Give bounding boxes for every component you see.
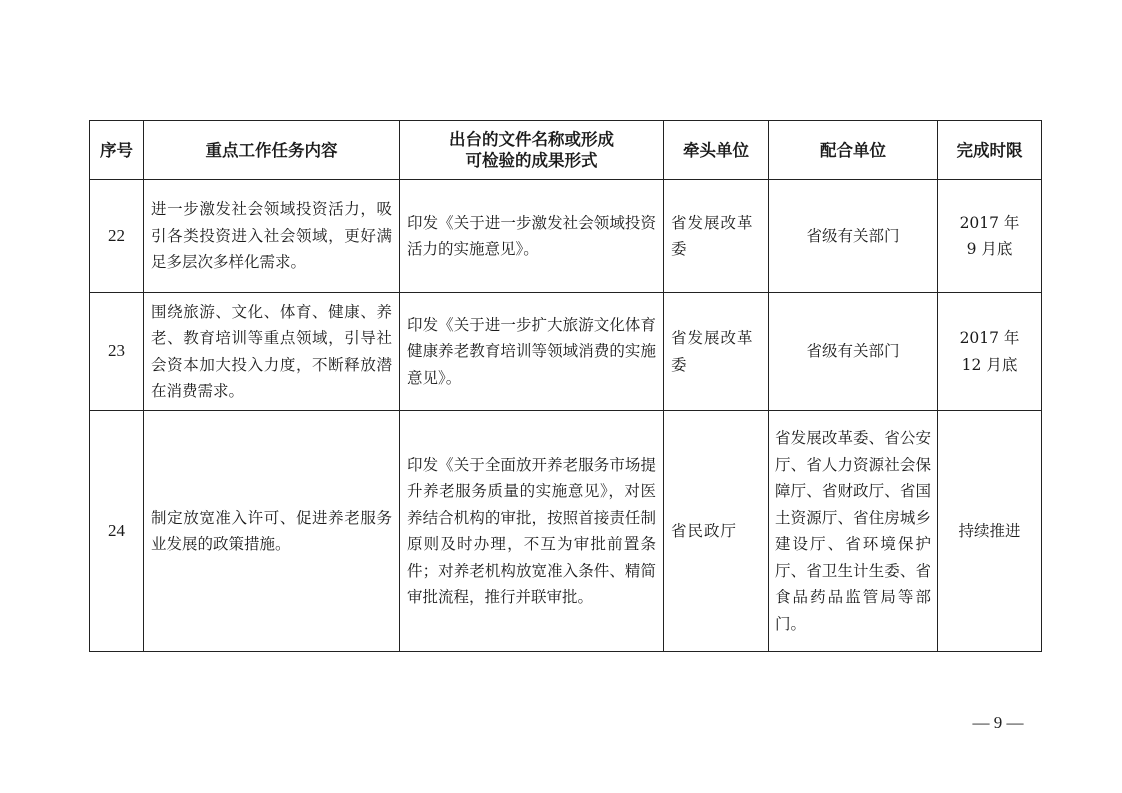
row-coop: 省发展改革委、省公安厅、省人力资源社会保障厅、省财政厅、省国土资源厅、省住房城乡建设厅、省环境保护厅、省卫生计生委、省食品药品监管局等部门。 — [769, 411, 938, 652]
table-row — [90, 180, 1042, 293]
table-header-row — [90, 121, 1042, 180]
row-output: 印发《关于进一步扩大旅游文化体育健康养老教育培训等领域消费的实施意见》。 — [400, 293, 664, 411]
table-row — [90, 293, 1042, 411]
row-task: 进一步激发社会领域投资活力，吸引各类投资进入社会领域，更好满足多层次多样化需求。 — [144, 180, 400, 293]
row-seq: 23 — [90, 293, 144, 411]
row-lead: 省发展改革委 — [664, 293, 769, 411]
row-seq: 24 — [90, 411, 144, 652]
row-output: 印发《关于全面放开养老服务市场提升养老服务质量的实施意见》，对医养结合机构的审批，按照首接责任制原则及时办理，不互为审批前置条件；对养老机构放宽准入条件、精简审批流程，推行并联审批。 — [400, 411, 664, 652]
row-coop: 省级有关部门 — [769, 180, 938, 293]
table-row — [90, 411, 1042, 652]
header-seq: 序号 — [90, 121, 144, 180]
row-coop: 省级有关部门 — [769, 293, 938, 411]
row-deadline-month: 9 月底 — [966, 240, 1013, 258]
task-table — [89, 120, 1042, 652]
row-deadline — [938, 180, 1042, 293]
row-task: 围绕旅游、文化、体育、健康、养老、教育培训等重点领域，引导社会资本加大投入力度，不断释放潜在消费需求。 — [144, 293, 400, 411]
row-deadline — [938, 293, 1042, 411]
row-task: 制定放宽准入许可、促进养老服务业发展的政策措施。 — [144, 411, 400, 652]
page-number: — 9 — — [972, 713, 1024, 732]
header-output-line2: 可检验的成果形式 — [465, 151, 598, 170]
header-deadline: 完成时限 — [938, 121, 1042, 180]
header-output-line1: 出台的文件名称或形成 — [449, 130, 614, 149]
header-task: 重点工作任务内容 — [144, 121, 400, 180]
header-lead: 牵头单位 — [664, 121, 769, 180]
row-output: 印发《关于进一步激发社会领域投资活力的实施意见》。 — [400, 180, 664, 293]
row-lead: 省发展改革委 — [664, 180, 769, 293]
row-seq: 22 — [90, 180, 144, 293]
row-lead: 省民政厅 — [664, 411, 769, 652]
header-output — [400, 121, 664, 180]
row-deadline-year: 2017 年 — [959, 329, 1020, 347]
header-coop: 配合单位 — [769, 121, 938, 180]
row-deadline-year: 2017 年 — [959, 213, 1020, 232]
row-deadline-month: 12 月底 — [961, 355, 1018, 374]
row-deadline: 持续推进 — [938, 411, 1042, 652]
